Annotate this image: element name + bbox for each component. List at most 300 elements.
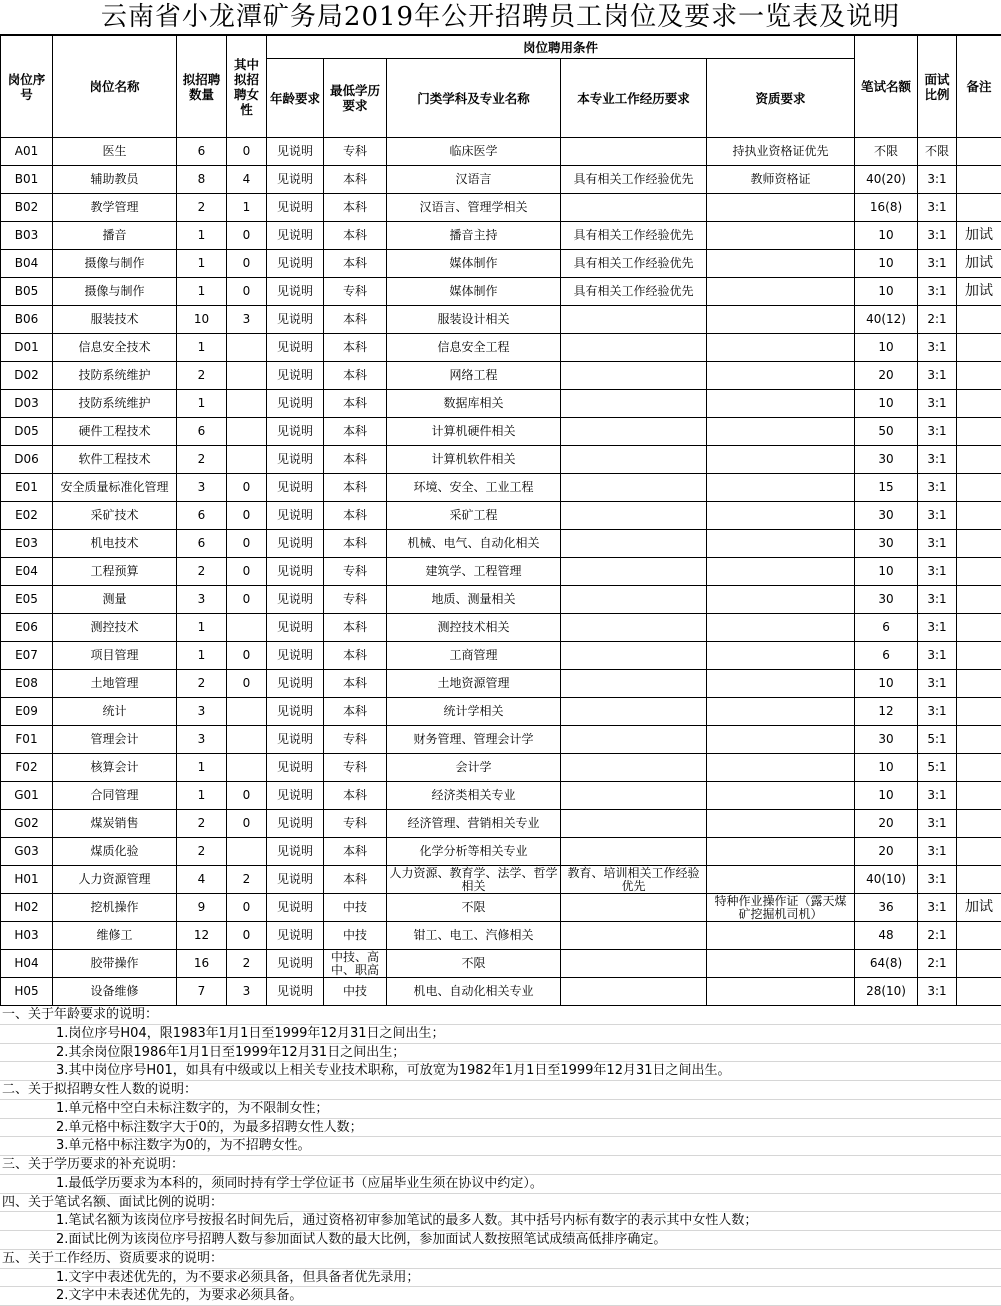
cell-ratio: 5:1 [918,754,957,782]
cell-quota: 36 [855,894,918,922]
cell-exp [561,698,707,726]
cell-quota: 30 [855,726,918,754]
cell-seq: E04 [1,558,53,586]
cell-count: 1 [177,222,227,250]
cell-exp: 具有相关工作经验优先 [561,166,707,194]
cell-age: 见说明 [267,138,324,166]
cell-qual: 特种作业操作证（露天煤矿挖掘机司机） [707,894,855,922]
cell-seq: B06 [1,306,53,334]
cell-name: 技防系统维护 [53,390,177,418]
cell-exp [561,978,707,1006]
cell-quota: 64(8) [855,950,918,978]
cell-exp [561,530,707,558]
cell-edu: 专科 [324,138,387,166]
cell-count: 10 [177,306,227,334]
cell-remark [957,138,1001,166]
cell-name: 采矿技术 [53,502,177,530]
note-heading: 一、关于年龄要求的说明： [0,1006,1001,1025]
cell-quota: 50 [855,418,918,446]
cell-major: 建筑学、工程管理 [387,558,561,586]
cell-remark [957,782,1001,810]
cell-qual [707,754,855,782]
table-row [1,586,1001,614]
cell-major: 信息安全工程 [387,334,561,362]
cell-seq: D02 [1,362,53,390]
cell-count: 6 [177,530,227,558]
cell-quota: 12 [855,698,918,726]
cell-qual [707,278,855,306]
cell-female: 4 [227,166,267,194]
cell-name: 人力资源管理 [53,866,177,894]
cell-quota: 28(10) [855,978,918,1006]
cell-qual [707,194,855,222]
cell-ratio: 3:1 [918,222,957,250]
cell-female: 0 [227,558,267,586]
cell-count: 2 [177,362,227,390]
cell-remark [957,586,1001,614]
cell-seq: D05 [1,418,53,446]
cell-exp [561,782,707,810]
cell-name: 信息安全技术 [53,334,177,362]
cell-seq: H01 [1,866,53,894]
cell-exp [561,726,707,754]
cell-edu: 本科 [324,250,387,278]
cell-age: 见说明 [267,390,324,418]
cell-count: 12 [177,922,227,950]
cell-qual [707,614,855,642]
note-item: 1.单元格中空白未标注数字的，为不限制女性； [0,1100,1001,1119]
cell-quota: 10 [855,250,918,278]
header-edu: 最低学历要求 [324,59,387,138]
cell-edu: 专科 [324,558,387,586]
cell-qual [707,810,855,838]
table-row [1,418,1001,446]
cell-exp [561,446,707,474]
cell-female [227,614,267,642]
cell-female: 1 [227,194,267,222]
cell-major: 临床医学 [387,138,561,166]
cell-seq: A01 [1,138,53,166]
cell-ratio: 2:1 [918,306,957,334]
table-row [1,782,1001,810]
table-row [1,922,1001,950]
cell-exp [561,754,707,782]
cell-seq: F01 [1,726,53,754]
cell-seq: G03 [1,838,53,866]
header-qual: 资质要求 [707,59,855,138]
cell-ratio: 2:1 [918,922,957,950]
cell-exp [561,838,707,866]
header-name: 岗位名称 [53,36,177,138]
cell-female [227,418,267,446]
cell-qual [707,922,855,950]
cell-name: 项目管理 [53,642,177,670]
cell-seq: G02 [1,810,53,838]
cell-major: 环境、安全、工业工程 [387,474,561,502]
cell-name: 核算会计 [53,754,177,782]
cell-remark: 加试 [957,222,1001,250]
note-item: 1.文字中表述优先的，为不要求必须具备，但具备者优先录用； [0,1269,1001,1288]
note-heading: 五、关于工作经历、资质要求的说明： [0,1250,1001,1269]
table-row [1,334,1001,362]
cell-age: 见说明 [267,726,324,754]
cell-age: 见说明 [267,642,324,670]
cell-female: 0 [227,530,267,558]
cell-exp [561,950,707,978]
cell-qual: 教师资格证 [707,166,855,194]
cell-major: 汉语言 [387,166,561,194]
cell-major: 计算机软件相关 [387,446,561,474]
cell-qual: 持执业资格证优先 [707,138,855,166]
note-item: 1.岗位序号H04，限1983年1月1日至1999年12月31日之间出生； [0,1025,1001,1044]
cell-quota: 20 [855,362,918,390]
cell-major: 不限 [387,894,561,922]
table-row [1,306,1001,334]
cell-exp [561,474,707,502]
cell-remark [957,194,1001,222]
cell-major: 汉语言、管理学相关 [387,194,561,222]
cell-major: 媒体制作 [387,278,561,306]
cell-exp [561,670,707,698]
cell-female [227,838,267,866]
cell-edu: 本科 [324,390,387,418]
cell-exp [561,390,707,418]
cell-age: 见说明 [267,894,324,922]
cell-seq: E06 [1,614,53,642]
cell-name: 维修工 [53,922,177,950]
cell-seq: F02 [1,754,53,782]
cell-name: 安全质量标准化管理 [53,474,177,502]
header-female: 其中拟招聘女性 [227,36,267,138]
cell-female: 0 [227,586,267,614]
cell-name: 测控技术 [53,614,177,642]
cell-name: 合同管理 [53,782,177,810]
cell-female: 0 [227,250,267,278]
cell-quota: 20 [855,838,918,866]
cell-ratio: 3:1 [918,782,957,810]
note-item: 3.单元格中标注数字为0的，为不招聘女性。 [0,1137,1001,1156]
cell-remark [957,306,1001,334]
cell-remark [957,838,1001,866]
cell-remark [957,418,1001,446]
cell-count: 6 [177,418,227,446]
cell-quota: 10 [855,782,918,810]
cell-name: 胶带操作 [53,950,177,978]
cell-seq: D01 [1,334,53,362]
cell-major: 机械、电气、自动化相关 [387,530,561,558]
cell-female [227,390,267,418]
note-item: 1.笔试名额为该岗位序号按报名时间先后，通过资格初审参加笔试的最多人数。其中括号内标有数字的表示其中女性人数； [0,1212,1001,1231]
cell-exp [561,810,707,838]
cell-female: 3 [227,978,267,1006]
cell-quota: 16(8) [855,194,918,222]
cell-ratio: 3:1 [918,838,957,866]
cell-count: 2 [177,194,227,222]
cell-age: 见说明 [267,866,324,894]
cell-female: 2 [227,866,267,894]
cell-qual [707,390,855,418]
cell-remark [957,558,1001,586]
cell-quota: 40(10) [855,866,918,894]
cell-remark [957,474,1001,502]
cell-ratio: 3:1 [918,614,957,642]
cell-name: 挖机操作 [53,894,177,922]
cell-major: 地质、测量相关 [387,586,561,614]
recruitment-table [0,35,1001,1006]
cell-major: 播音主持 [387,222,561,250]
cell-quota: 10 [855,390,918,418]
cell-ratio: 3:1 [918,558,957,586]
cell-qual [707,362,855,390]
cell-female: 0 [227,782,267,810]
cell-remark: 加试 [957,278,1001,306]
cell-age: 见说明 [267,810,324,838]
cell-qual [707,838,855,866]
cell-edu: 中技、高中、职高 [324,950,387,978]
cell-seq: B04 [1,250,53,278]
table-row [1,894,1001,922]
cell-count: 1 [177,334,227,362]
cell-exp: 教育、培训相关工作经验优先 [561,866,707,894]
cell-count: 6 [177,502,227,530]
cell-major: 钳工、电工、汽修相关 [387,922,561,950]
cell-age: 见说明 [267,250,324,278]
cell-female: 0 [227,642,267,670]
cell-count: 4 [177,866,227,894]
cell-age: 见说明 [267,222,324,250]
cell-age: 见说明 [267,614,324,642]
cell-major: 测控技术相关 [387,614,561,642]
cell-seq: G01 [1,782,53,810]
cell-female [227,362,267,390]
cell-exp [561,362,707,390]
cell-seq: E09 [1,698,53,726]
cell-name: 摄像与制作 [53,250,177,278]
cell-count: 2 [177,670,227,698]
cell-female [227,446,267,474]
cell-age: 见说明 [267,670,324,698]
cell-qual [707,250,855,278]
cell-edu: 本科 [324,782,387,810]
cell-female: 0 [227,474,267,502]
cell-count: 6 [177,138,227,166]
cell-remark [957,698,1001,726]
cell-quota: 6 [855,642,918,670]
cell-count: 1 [177,782,227,810]
note-heading: 四、关于笔试名额、面试比例的说明： [0,1194,1001,1213]
cell-age: 见说明 [267,278,324,306]
cell-quota: 20 [855,810,918,838]
cell-qual [707,418,855,446]
cell-female: 0 [227,138,267,166]
cell-female: 0 [227,894,267,922]
cell-count: 3 [177,586,227,614]
cell-qual [707,530,855,558]
cell-age: 见说明 [267,950,324,978]
note-item: 1.最低学历要求为本科的，须同时持有学士学位证书（应届毕业生须在协议中约定）。 [0,1175,1001,1194]
cell-major: 服装设计相关 [387,306,561,334]
cell-age: 见说明 [267,978,324,1006]
table-row [1,810,1001,838]
cell-ratio: 3:1 [918,446,957,474]
header-remark: 备注 [957,36,1001,138]
cell-name: 辅助教员 [53,166,177,194]
cell-count: 7 [177,978,227,1006]
cell-ratio: 3:1 [918,530,957,558]
cell-quota: 30 [855,446,918,474]
cell-edu: 本科 [324,502,387,530]
cell-remark [957,166,1001,194]
cell-remark [957,670,1001,698]
cell-name: 摄像与制作 [53,278,177,306]
cell-edu: 专科 [324,586,387,614]
cell-edu: 本科 [324,474,387,502]
cell-qual [707,866,855,894]
cell-seq: B03 [1,222,53,250]
cell-name: 管理会计 [53,726,177,754]
table-row [1,866,1001,894]
cell-age: 见说明 [267,922,324,950]
table-row [1,362,1001,390]
cell-major: 网络工程 [387,362,561,390]
note-item: 2.文字中未表述优先的，为要求必须具备。 [0,1287,1001,1306]
cell-age: 见说明 [267,194,324,222]
cell-age: 见说明 [267,782,324,810]
header-ratio: 面试比例 [918,36,957,138]
cell-edu: 本科 [324,362,387,390]
cell-quota: 30 [855,502,918,530]
cell-seq: D03 [1,390,53,418]
cell-name: 设备维修 [53,978,177,1006]
cell-name: 软件工程技术 [53,446,177,474]
table-row [1,138,1001,166]
header-age: 年龄要求 [267,59,324,138]
note-heading: 三、关于学历要求的补充说明： [0,1156,1001,1175]
cell-seq: E03 [1,530,53,558]
cell-count: 8 [177,166,227,194]
cell-count: 1 [177,642,227,670]
cell-major: 财务管理、管理会计学 [387,726,561,754]
cell-count: 2 [177,446,227,474]
cell-age: 见说明 [267,306,324,334]
cell-edu: 本科 [324,866,387,894]
cell-ratio: 3:1 [918,362,957,390]
cell-major: 不限 [387,950,561,978]
cell-qual [707,698,855,726]
cell-ratio: 3:1 [918,642,957,670]
cell-qual [707,978,855,1006]
cell-quota: 30 [855,586,918,614]
cell-female [227,754,267,782]
cell-female [227,698,267,726]
cell-name: 统计 [53,698,177,726]
cell-remark [957,978,1001,1006]
cell-edu: 专科 [324,726,387,754]
cell-ratio: 3:1 [918,698,957,726]
cell-seq: H05 [1,978,53,1006]
cell-edu: 中技 [324,978,387,1006]
cell-quota: 10 [855,334,918,362]
cell-edu: 本科 [324,614,387,642]
table-row [1,446,1001,474]
cell-qual [707,950,855,978]
cell-exp [561,922,707,950]
cell-count: 2 [177,838,227,866]
cell-count: 3 [177,698,227,726]
cell-qual [707,222,855,250]
cell-edu: 本科 [324,446,387,474]
note-item: 3.其中岗位序号H01，如具有中级或以上相关专业技术职称，可放宽为1982年1月1日至1999年12月31日之间出生。 [0,1062,1001,1081]
cell-edu: 本科 [324,642,387,670]
cell-age: 见说明 [267,838,324,866]
cell-age: 见说明 [267,698,324,726]
cell-remark [957,446,1001,474]
table-row [1,390,1001,418]
note-item: 2.其余岗位限1986年1月1日至1999年12月31日之间出生； [0,1044,1001,1063]
header-major: 门类学科及专业名称 [387,59,561,138]
cell-quota: 48 [855,922,918,950]
cell-ratio: 3:1 [918,810,957,838]
cell-quota: 不限 [855,138,918,166]
cell-major: 化学分析等相关专业 [387,838,561,866]
table-row [1,642,1001,670]
cell-exp: 具有相关工作经验优先 [561,222,707,250]
cell-quota: 10 [855,278,918,306]
cell-edu: 本科 [324,418,387,446]
cell-name: 服装技术 [53,306,177,334]
cell-quota: 10 [855,558,918,586]
cell-major: 会计学 [387,754,561,782]
cell-remark [957,362,1001,390]
cell-female: 0 [227,670,267,698]
cell-age: 见说明 [267,474,324,502]
cell-seq: E08 [1,670,53,698]
cell-qual [707,446,855,474]
cell-name: 煤质化验 [53,838,177,866]
cell-major: 计算机硬件相关 [387,418,561,446]
cell-edu: 专科 [324,278,387,306]
cell-exp [561,306,707,334]
cell-name: 机电技术 [53,530,177,558]
cell-exp [561,138,707,166]
table-row [1,250,1001,278]
cell-exp [561,418,707,446]
table-body [1,138,1001,1006]
cell-age: 见说明 [267,502,324,530]
cell-seq: E01 [1,474,53,502]
cell-qual [707,306,855,334]
cell-edu: 本科 [324,530,387,558]
table-row [1,698,1001,726]
cell-edu: 本科 [324,166,387,194]
cell-age: 见说明 [267,334,324,362]
table-row [1,502,1001,530]
cell-quota: 40(20) [855,166,918,194]
cell-seq: B01 [1,166,53,194]
cell-ratio: 3:1 [918,390,957,418]
cell-age: 见说明 [267,362,324,390]
table-row [1,754,1001,782]
cell-remark [957,726,1001,754]
cell-age: 见说明 [267,446,324,474]
cell-count: 3 [177,474,227,502]
cell-seq: E05 [1,586,53,614]
cell-exp [561,894,707,922]
cell-exp [561,334,707,362]
cell-exp: 具有相关工作经验优先 [561,278,707,306]
cell-qual [707,586,855,614]
cell-edu: 专科 [324,754,387,782]
